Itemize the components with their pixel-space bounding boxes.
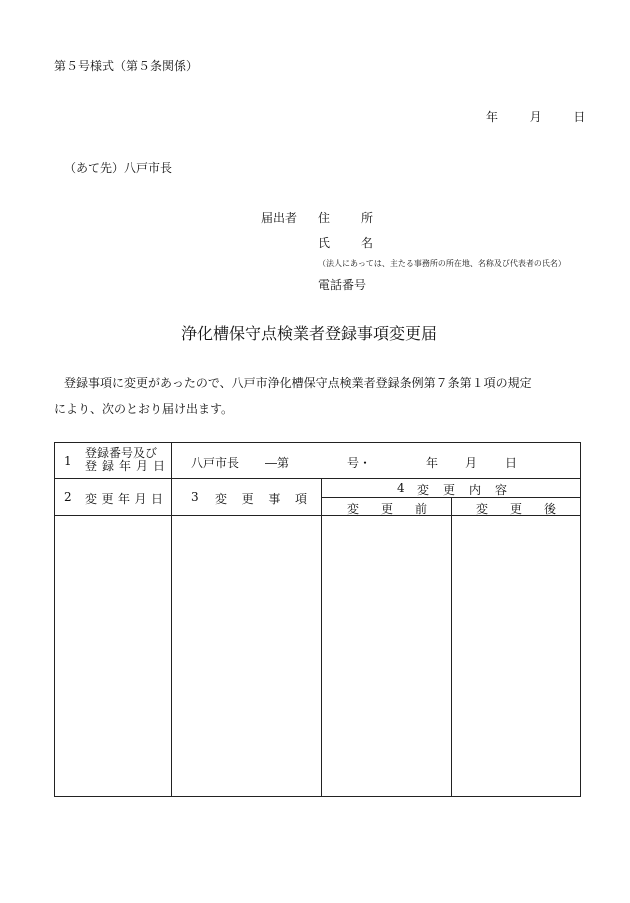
col4-label: 変 更 内 容: [417, 483, 507, 497]
date-year: 年: [486, 110, 499, 124]
form-number: 第５号様式（第５条関係）: [54, 59, 199, 73]
reg-year: 年: [426, 456, 439, 470]
change-item-entry[interactable]: [172, 516, 321, 796]
before-label: 変 更 前: [347, 502, 427, 516]
document-title: 浄化槽保守点検業者登録事項変更届: [181, 324, 438, 343]
date-day: 日: [573, 110, 586, 124]
body-text-line2: により、次のとおり届け出ます。: [54, 402, 234, 416]
corporation-note: （法人にあっては、主たる事務所の所在地、名称及び代表者の氏名）: [318, 259, 566, 268]
notifier-label: 届出者: [261, 211, 298, 225]
row1-number: 1: [64, 454, 72, 468]
reg-go: 号・: [347, 456, 372, 470]
col4-number: 4: [397, 481, 405, 495]
date-line: [486, 108, 585, 125]
after-change-entry[interactable]: [452, 516, 580, 796]
reg-dash: ―第: [265, 456, 290, 470]
col3-number: 3: [191, 490, 199, 504]
date-month: 月: [529, 110, 542, 124]
address-label: 住 所: [318, 211, 373, 225]
col2-label: 変 更 年 月 日: [85, 492, 163, 506]
reg-prefix: 八戸市長: [191, 456, 240, 470]
body-text-line1: 登録事項に変更があったので、八戸市浄化槽保守点検業者登録条例第７条第１項の規定: [64, 376, 532, 390]
before-change-entry[interactable]: [322, 516, 451, 796]
col2-number: 2: [64, 490, 72, 504]
reg-month: 月: [465, 456, 478, 470]
row1-label: 登録番号及び 登 録 年 月 日: [85, 446, 165, 473]
change-table: [54, 442, 581, 797]
reg-day: 日: [505, 456, 518, 470]
name-label: 氏 名: [318, 236, 373, 250]
row1-bottom-rule: [55, 478, 580, 479]
after-label: 変 更 後: [476, 502, 556, 516]
addressee: （あて先）八戸市長: [64, 161, 173, 175]
col3-label: 変 更 事 項: [215, 492, 307, 506]
phone-label: 電話番号: [318, 278, 367, 292]
change-date-entry[interactable]: [55, 516, 171, 796]
